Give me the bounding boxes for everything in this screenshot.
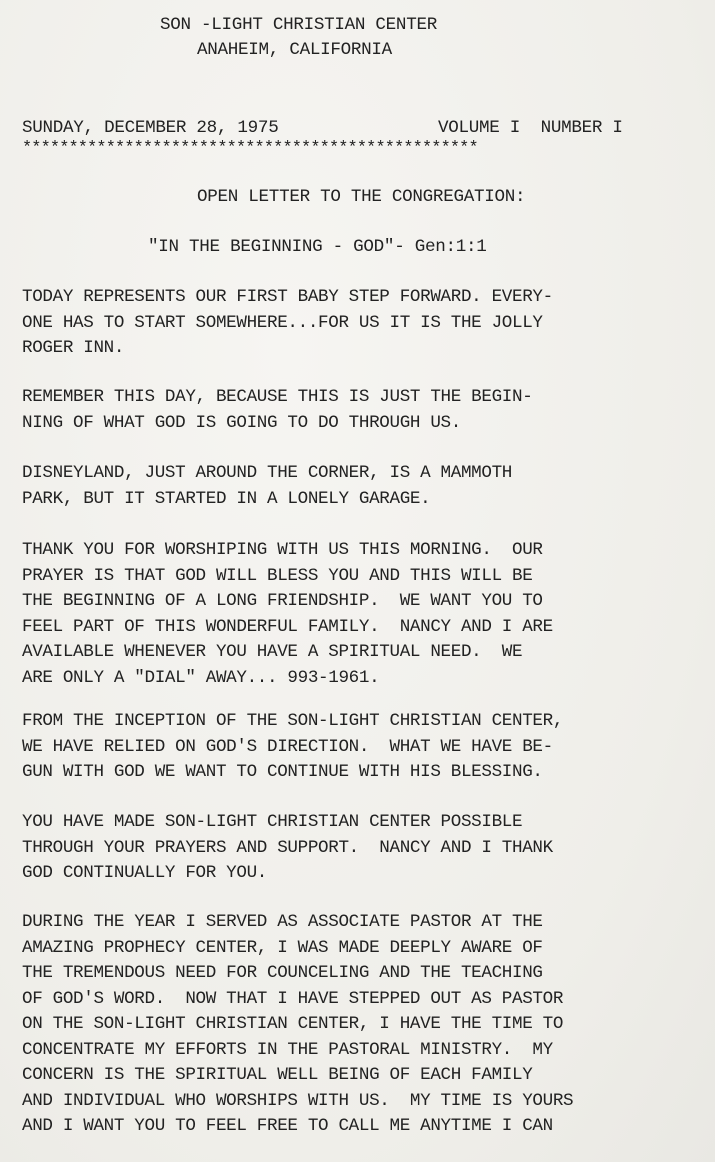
paragraph: [22, 285, 553, 362]
text-line: THANK YOU FOR WORSHIPING WITH US THIS MORNING. OUR: [22, 540, 543, 560]
text-line: ON THE SON-LIGHT CHRISTIAN CENTER, I HAVE THE TIME TO: [22, 1014, 564, 1034]
org-location: ANAHEIM, CALIFORNIA: [197, 40, 392, 60]
text-line: THROUGH YOUR PRAYERS AND SUPPORT. NANCY AND I THANK: [22, 837, 553, 858]
letter-title: OPEN LETTER TO THE CONGREGATION:: [197, 187, 526, 207]
text-line: PARK, BUT IT STARTED IN A LONELY GARAGE.: [22, 488, 431, 509]
text-line: GOD CONTINUALLY FOR YOU.: [22, 863, 267, 883]
asterisk-divider: *************************************************: [22, 139, 478, 158]
text-line: THE BEGINNING OF A LONG FRIENDSHIP. WE WANT YOU TO: [22, 591, 543, 611]
org-name: SON -LIGHT CHRISTIAN CENTER: [160, 15, 437, 35]
text-line: ROGER INN.: [22, 338, 125, 358]
scripture-verse: "IN THE BEGINNING - GOD"- Gen:1:1: [148, 237, 487, 257]
issue-date: SUNDAY, DECEMBER 28, 1975: [22, 118, 279, 138]
text-line: TODAY REPRESENTS OUR FIRST BABY STEP FORWARD. EVERY-: [22, 287, 553, 307]
issue-volume: VOLUME I NUMBER I: [438, 118, 623, 138]
text-line: THE TREMENDOUS NEED FOR COUNCELING AND THE TEACHING: [22, 963, 543, 983]
paragraph: [22, 538, 553, 691]
text-line: AND I WANT YOU TO FEEL FREE TO CALL ME ANYTIME I CAN: [22, 1116, 553, 1136]
paragraph: [22, 810, 553, 887]
paragraph: [22, 461, 512, 512]
text-line: AVAILABLE WHENEVER YOU HAVE A SPIRITUAL NEED. WE: [22, 642, 523, 662]
text-line: DURING THE YEAR I SERVED AS ASSOCIATE PASTOR AT THE: [22, 912, 543, 932]
text-line: FROM THE INCEPTION OF THE SON-LIGHT CHRISTIAN CENTER,: [22, 711, 564, 731]
text-line: REMEMBER THIS DAY, BECAUSE THIS IS JUST THE BEGIN-: [22, 387, 533, 407]
text-line: ARE ONLY A "DIAL" AWAY... 993-1961.: [22, 667, 380, 688]
paragraph: [22, 385, 532, 436]
text-line: CONCENTRATE MY EFFORTS IN THE PASTORAL MINISTRY. MY: [22, 1039, 553, 1060]
text-line: YOU HAVE MADE SON-LIGHT CHRISTIAN CENTER POSSIBLE: [22, 812, 523, 832]
text-line: WE HAVE RELIED ON GOD'S DIRECTION. WHAT WE HAVE BE-: [22, 736, 553, 757]
text-line: OF GOD'S WORD. NOW THAT I HAVE STEPPED OUT AS PASTOR: [22, 988, 564, 1009]
text-line: AMAZING PROPHECY CENTER, I WAS MADE DEEPLY AWARE OF: [22, 937, 543, 958]
text-line: NING OF WHAT GOD IS GOING TO DO THROUGH US.: [22, 412, 461, 433]
text-line: DISNEYLAND, JUST AROUND THE CORNER, IS A MAMMOTH: [22, 463, 512, 483]
text-line: FEEL PART OF THIS WONDERFUL FAMILY. NANCY AND I ARE: [22, 616, 553, 637]
paragraph: [22, 709, 563, 786]
text-line: PRAYER IS THAT GOD WILL BLESS YOU AND THIS WILL BE: [22, 565, 533, 586]
text-line: CONCERN IS THE SPIRITUAL WELL BEING OF EACH FAMILY: [22, 1065, 533, 1085]
text-line: AND INDIVIDUAL WHO WORSHIPS WITH US. MY TIME IS YOURS: [22, 1090, 574, 1111]
paragraph: [22, 910, 573, 1140]
text-line: GUN WITH GOD WE WANT TO CONTINUE WITH HIS BLESSING.: [22, 762, 543, 782]
text-line: ONE HAS TO START SOMEWHERE...FOR US IT IS THE JOLLY: [22, 312, 543, 333]
